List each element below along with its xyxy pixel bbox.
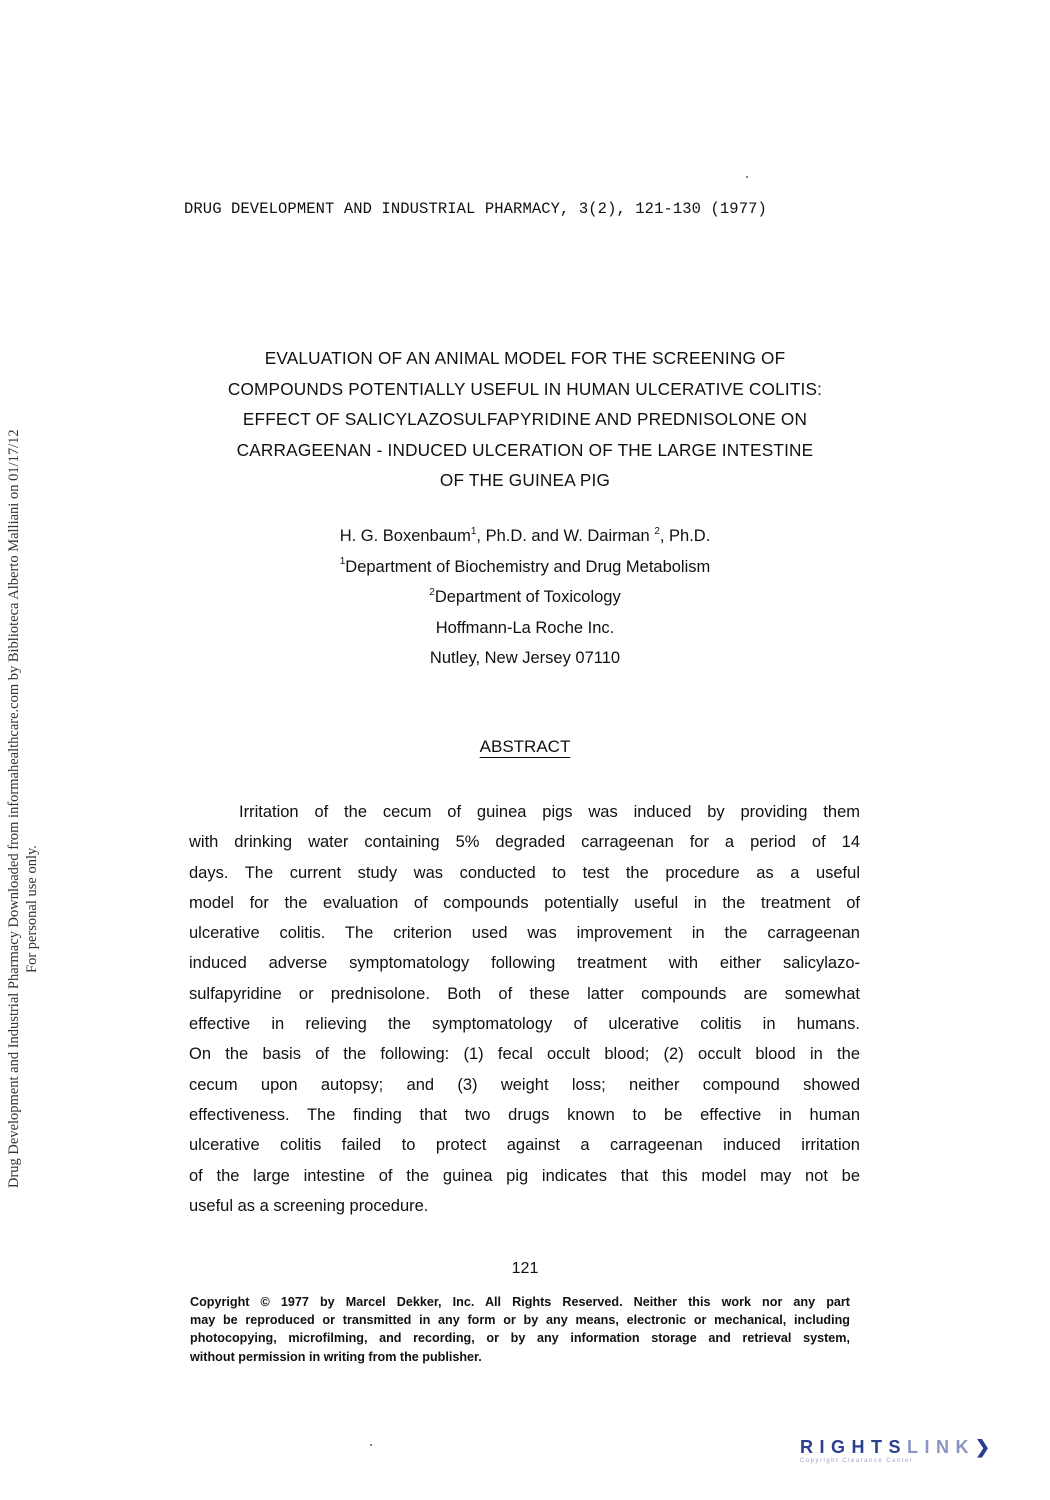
copyright-line: photocopying, microfilming, and recording, or by any information storage and retrieval system, (190, 1331, 850, 1346)
abstract-heading: ABSTRACT (479, 737, 571, 756)
author-1-mark: 1 (470, 525, 477, 537)
abstract-line: Irritation of the cecum of guinea pigs was induced by providing them (239, 803, 860, 821)
copyright-notice (190, 1293, 850, 1366)
logo-rights-text: RIGHTS (800, 1437, 908, 1457)
author-joiner: , Ph.D. and W. Dairman (476, 527, 655, 545)
title-line: CARRAGEENAN - INDUCED ULCERATION OF THE LARGE INTESTINE (236, 439, 814, 460)
title-line: EFFECT OF SALICYLAZOSULFAPYRIDINE AND PREDNISOLONE ON (242, 409, 808, 429)
abstract-line: of the large intestine of the guinea pig indicates that this model may not be (189, 1166, 860, 1185)
abstract-line: sulfapyridine or prednisolone. Both of these latter compounds are somewhat (189, 984, 860, 1003)
abstract-line: useful as a screening procedure. (189, 1196, 429, 1215)
abstract-line: ulcerative colitis. The criterion used was improvement in the carrageenan (189, 924, 860, 943)
title-line: EVALUATION OF AN ANIMAL MODEL FOR THE SCREENING OF (264, 348, 786, 368)
chevron-right-icon: ❯ (975, 1437, 991, 1457)
affiliation-2-mark: 2 (429, 586, 435, 598)
journal-header: DRUG DEVELOPMENT AND INDUSTRIAL PHARMACY, 3(2), 121-130 (1977) (184, 200, 767, 218)
scan-speck (746, 176, 748, 178)
abstract-line: with drinking water containing 5% degraded carrageenan for a period of 14 (189, 833, 860, 852)
company-address: Nutley, New Jersey 07110 (429, 649, 621, 667)
affiliation-2 (250, 582, 800, 613)
rightslink-logo[interactable] (800, 1436, 1035, 1472)
rightslink-wordmark (800, 1436, 1035, 1458)
title-line: OF THE GUINEA PIG (439, 470, 611, 490)
author-1-name: H. G. Boxenbaum (339, 527, 471, 545)
author-2-mark: 2 (654, 525, 660, 537)
side-watermark (2, 310, 42, 1190)
abstract-line: effective in relieving the symptomatology of ulcerative colitis in humans. (189, 1015, 860, 1034)
abstract-line: cecum upon autopsy; and (3) weight loss; neither compound showed (189, 1075, 860, 1094)
author-block (250, 521, 800, 674)
logo-link-text: LINK (907, 1437, 976, 1457)
title-line: COMPOUNDS POTENTIALLY USEFUL IN HUMAN ULCERATIVE COLITIS: (227, 378, 823, 399)
watermark-personal-use-line: For personal use only. (24, 845, 40, 973)
copyright-line: may be reproduced or transmitted in any form or by any means, electronic or mechanical, including (190, 1313, 850, 1328)
scan-speck (370, 1444, 372, 1446)
abstract-line: ulcerative colitis failed to protect against a carrageenan induced irritation (189, 1136, 860, 1155)
affiliation-1-mark: 1 (339, 556, 346, 567)
copyright-line: Copyright © 1977 by Marcel Dekker, Inc. All Rights Reserved. Neither this work nor any part (190, 1295, 850, 1309)
logo-tagline: Copyright Clearance Center (800, 1458, 914, 1464)
abstract-line: On the basis of the following: (1) fecal occult blood; (2) occult blood in the (189, 1045, 860, 1064)
company-name: Hoffmann-La Roche Inc. (435, 618, 615, 637)
watermark-download-line: Drug Development and Industrial Pharmacy Downloaded from informahealthcare.com by Biblioteca Alberto Malliani on 01/17/12 (6, 429, 22, 1188)
affiliation-1 (250, 552, 800, 583)
abstract-line: model for the evaluation of compounds potentially useful in the treatment of (189, 893, 860, 912)
abstract-body (189, 797, 860, 1221)
author-suffix: , Ph.D. (659, 527, 711, 545)
author-line (250, 521, 800, 552)
page-number: 121 (511, 1260, 539, 1277)
affiliation-2-text: Department of Toxicology (434, 588, 621, 606)
abstract-line: induced adverse symptomatology following treatment with either salicylazo- (189, 954, 860, 973)
copyright-line: without permission in writing from the publisher. (190, 1349, 482, 1364)
paper-title (150, 343, 900, 496)
abstract-line: effectiveness. The finding that two drugs known to be effective in human (189, 1105, 860, 1124)
affiliation-1-text: Department of Biochemistry and Drug Metabolism (345, 557, 711, 576)
abstract-line: days. The current study was conducted to test the procedure as a useful (189, 863, 860, 882)
